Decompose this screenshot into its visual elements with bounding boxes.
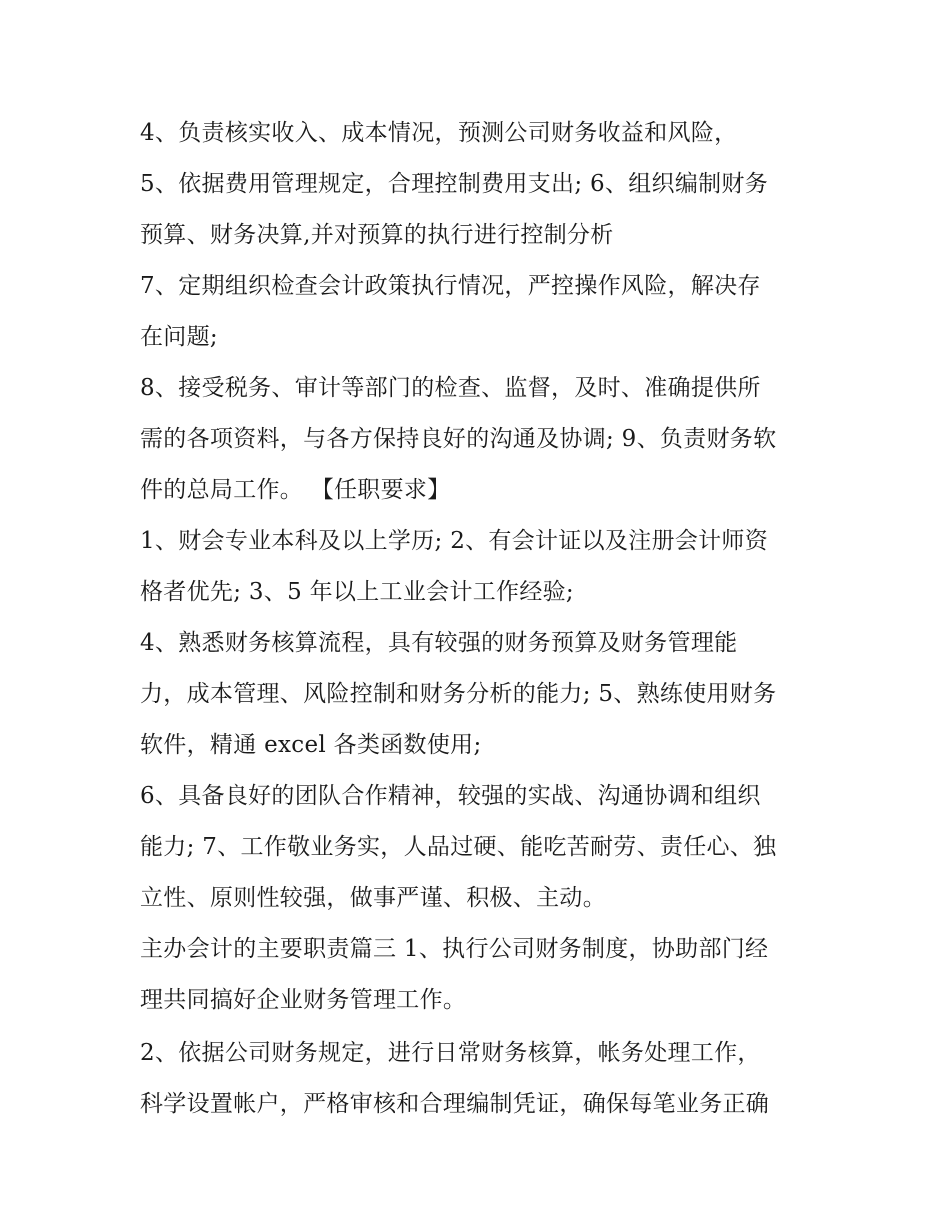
text-line-20: 科学设置帐户，严格审核和合理编制凭证，确保每笔业务正确 bbox=[140, 1091, 770, 1117]
text-line-18: 理共同搞好企业财务管理工作。 bbox=[140, 987, 467, 1013]
text-line-17: 主办会计的主要职责篇三 1、执行公司财务制度，协助部门经 bbox=[140, 936, 769, 962]
text-line-14: 6、具备良好的团队合作精神，较强的实战、沟通协调和组织 bbox=[140, 783, 761, 809]
text-line-9: 1、财会专业本科及以上学历; 2、有会计证以及注册会计师资 bbox=[140, 528, 769, 554]
document-body bbox=[140, 108, 820, 1130]
text-line-7: 需的各项资料，与各方保持良好的沟通及协调; 9、负责财务软 bbox=[140, 426, 777, 452]
text-line-8: 件的总局工作。 【任职要求】 bbox=[140, 477, 451, 503]
text-line-6: 8、接受税务、审计等部门的检查、监督，及时、准确提供所 bbox=[140, 375, 761, 401]
text-line-19: 2、依据公司财务规定，进行日常财务核算，帐务处理工作， bbox=[140, 1040, 761, 1066]
text-line-13: 软件，精通 excel 各类函数使用; bbox=[140, 732, 482, 758]
text-line-16: 立性、原则性较强，做事严谨、积极、主动。 bbox=[140, 885, 606, 911]
text-line-4: 7、定期组织检查会计政策执行情况，严控操作风险，解决存 bbox=[140, 273, 761, 299]
text-line-11: 4、熟悉财务核算流程，具有较强的财务预算及财务管理能 bbox=[140, 630, 738, 656]
text-line-10: 格者优先; 3、5 年以上工业会计工作经验; bbox=[140, 579, 574, 605]
text-line-15: 能力; 7、工作敬业务实，人品过硬、能吃苦耐劳、责任心、独 bbox=[140, 834, 777, 860]
text-line-1: 4、负责核实收入、成本情况，预测公司财务收益和风险， bbox=[140, 120, 738, 146]
text-line-5: 在问题; bbox=[140, 324, 218, 350]
text-line-3: 预算、财务决算,并对预算的执行进行控制分析 bbox=[140, 222, 614, 248]
text-line-12: 力，成本管理、风险控制和财务分析的能力; 5、熟练使用财务 bbox=[140, 681, 777, 707]
text-line-2: 5、依据费用管理规定，合理控制费用支出; 6、组织编制财务 bbox=[140, 171, 769, 197]
